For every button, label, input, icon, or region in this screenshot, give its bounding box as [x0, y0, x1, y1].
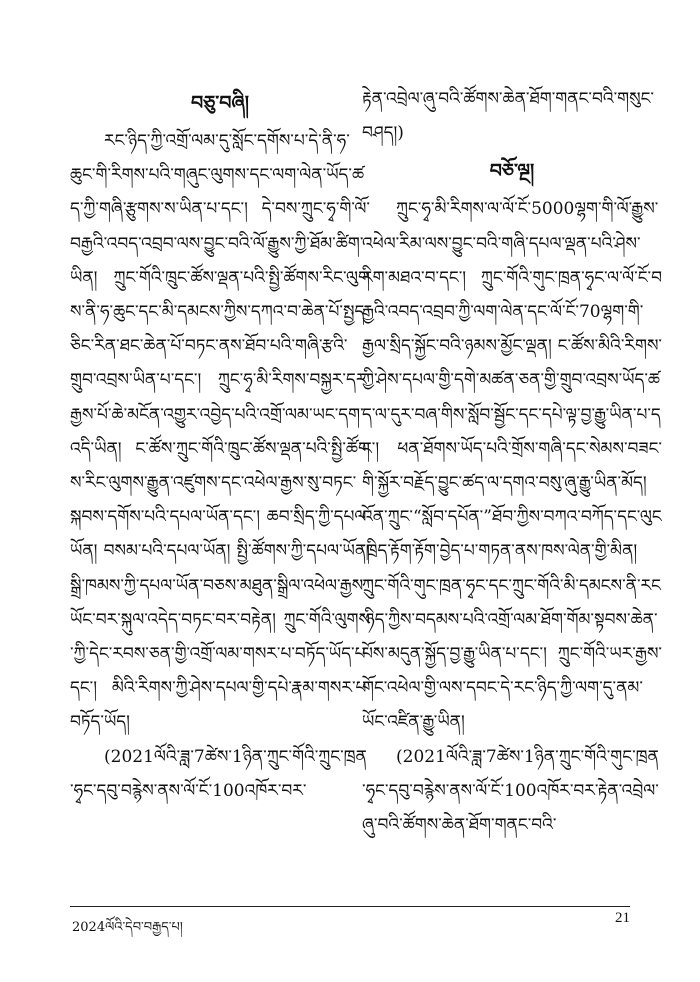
right-column [362, 82, 662, 842]
left-column [70, 82, 370, 808]
section-heading-15: བཅོ་ལྔ། [489, 160, 535, 183]
source-note-continued: རྟེན་འབྲེལ་ཞུ་བའི་ཚོགས་ཆེན་ཐོག་གནང་བའི་གསུང་བཤད།) [362, 89, 654, 144]
body-paragraph: རང་ཉིད་ཀྱི་འགྲོ་ལམ་དུ་སློང་དགོས་པ་དེ་ནི་ཧ་ཆུང་གི་རིགས་པའི་གཞུང་ལུགས་དང་ལག་ལེན་ཡོད་ཚད་ཀྱི་གཞི་རྩུགས་ས་ཡིན་པ་དང་། དེ་བས་ཀྲུང་ཧྭ་གི་ལོ་བརྒྱའི་འབད་འབྲབ་ལས་བྱུང་བའི་ལོ་རྒྱུས་ཀྱི་ཐོམ་ཚིག་ཡིན། ཀྲུང་གོའི་ཁྲུང་ཚོས་ལྡན་པའི་སྤྱི་ཚོགས་རིང་ལུགས་ནི་ཧ་ཆུང་དང་མི་དམངས་ཀྱིས་དཀའ་བ་ཆེན་པོ་སྤྱད་ཅིང་རིན་ཐང་ཆེན་པོ་བཏང་ནས་ཐོབ་པའི་གཞི་རྩའི་གྲུབ་འབྲས་ཡིན་པ་དང་། ཀྲུང་ཧྭ་མི་རིགས་བསྐྱར་དར་རྒྱས་པོ་ཆེ་མངོན་འགྱུར་འབྱེད་པའི་འགྲོ་ལམ་ཡང་དག་འདི་ཡིན། ང་ཚོས་ཀྲུང་གོའི་ཁྲུང་ཚོས་ལྡན་པའི་སྤྱི་ཚོགས་རིང་ལུགས་རྒྱུན་འཛུགས་དང་འཕེལ་རྒྱས་སུ་བཏང་སྐབས་དགོས་པའི་དཔལ་ཡོན་དང་། ཆབ་སྲིད་ཀྱི་དཔལ་ཡོན། བསམ་པའི་དཔལ་ཡོན། སྤྱི་ཚོགས་ཀྱི་དཔལ་ཡོན། སྒྲི་ཁམས་ཀྱི་དཔལ་ཡོན་བཅས་མཐུན་སྒྲིལ་འཕེལ་རྒྱས་ཡོང་བར་སྐུལ་འདེད་བཏང་བར་བརྟེན། ཀྲུང་གོའི་ལུགས་ཀྱི་དེང་རབས་ཅན་གྱི་འགྲོ་ལམ་གསར་པ་བཏོད་ཡོད་པ་དང་། མིའི་རིགས་ཀྱི་ཤེས་དཔལ་གྱི་དཔེ་རྣམ་གསར་པ་བཏོད་ཡོད། [70, 131, 370, 733]
page-number: 21 [615, 910, 630, 926]
footer-divider [70, 906, 630, 907]
source-note: (2021ལོའི་ཟླ་7ཚེས་1ཉིན་ཀྲུང་གོའི་ཀྲུང་ཁྲན་ཧྭང་དབུ་བརྙེས་ནས་ལོ་ངོ་100འཁོར་བར་ [70, 746, 367, 801]
body-paragraph: ཀྲུང་ཧྭ་མི་རིགས་ལ་ལོ་ངོ་5000ལྷག་གི་ལོ་རྒྱུས་འཕེལ་རིམ་ལས་བྱུང་བའི་གཞི་དཔལ་ལྡན་པའི་ཤེས་རིག་མཐའ་བ་དང་། ཀྲུང་གོའི་གུང་ཁྲན་ཧྭང་ལ་ལོ་ངོ་བརྒྱའི་འབད་འབྲབ་ཀྱི་ལག་ལེན་དང་ལོ་ངོ་70ལྷག་གི་རྒྱལ་སྲིད་སྐྱོང་བའི་ཉམས་མྱོང་ལྡན། ང་ཚོས་མིའི་རིགས་ཀྱི་ཤེས་དཔལ་གྱི་དགེ་མཚན་ཅན་གྱི་གྲུབ་འབྲས་ཡོད་ཚད་ལ་དུར་བཞ་གིས་སློབ་སྦྱོང་དང་དཔེ་ལྟ་བྱ་རྒྱུ་ཡིན་པ་དང་། ཕན་ཐོགས་ཡོད་པའི་གྲོས་གཞི་དང་སེམས་བཟང་གི་སྐྱོར་བརྗོད་བྱུང་ཚད་ལ་དགའ་བསུ་ཞུ་རྒྱུ་ཡིན་མོད། འོན་ཀྲུང་“སློབ་དཔོན་”ཐོབ་ཀྱིས་བཀའ་བཀོད་དང་ལུང་ཁྲིད་རྟོག་རྟོག་བྱེད་པ་གཏན་ནས་ཁས་ལེན་གྱི་མིན། ཀྲུང་གོའི་གུང་ཁྲན་ཧྭང་དང་ཀྲུང་གོའི་མི་དམངས་ནི་རང་ཉིད་ཀྱིས་བདམས་པའི་འགྲོ་ལམ་ཐོག་གོམ་སྟབས་ཆེན་པོས་མདུན་སྐྱོད་བྱ་རྒྱུ་ཡིན་པ་དང་། ཀྲུང་གོའི་ཡར་རྒྱས་གོང་འཕེལ་གྱི་ལས་དབང་དེ་རང་ཉིད་ཀྱི་ལག་དུ་ནམ་ཡོང་འཛིན་རྒྱུ་ཡིན། [362, 199, 662, 733]
section-heading-14: བཅུ་བཞི། [191, 92, 249, 114]
source-note: (2021ལོའི་ཟླ་7ཚེས་1ཉིན་ཀྲུང་གོའི་གུང་ཁྲན་ཧྭང་དབུ་བརྙེས་ནས་ལོ་ངོ་100འཁོར་བར་རྟེན་འབྲེལ་ཞུ་བའི་ཚོགས་ཆེན་ཐོག་གནང་བའི་ [362, 746, 659, 836]
issue-label: 2024ལོའི་དེབ་བརྒྱད་པ། [72, 920, 183, 935]
